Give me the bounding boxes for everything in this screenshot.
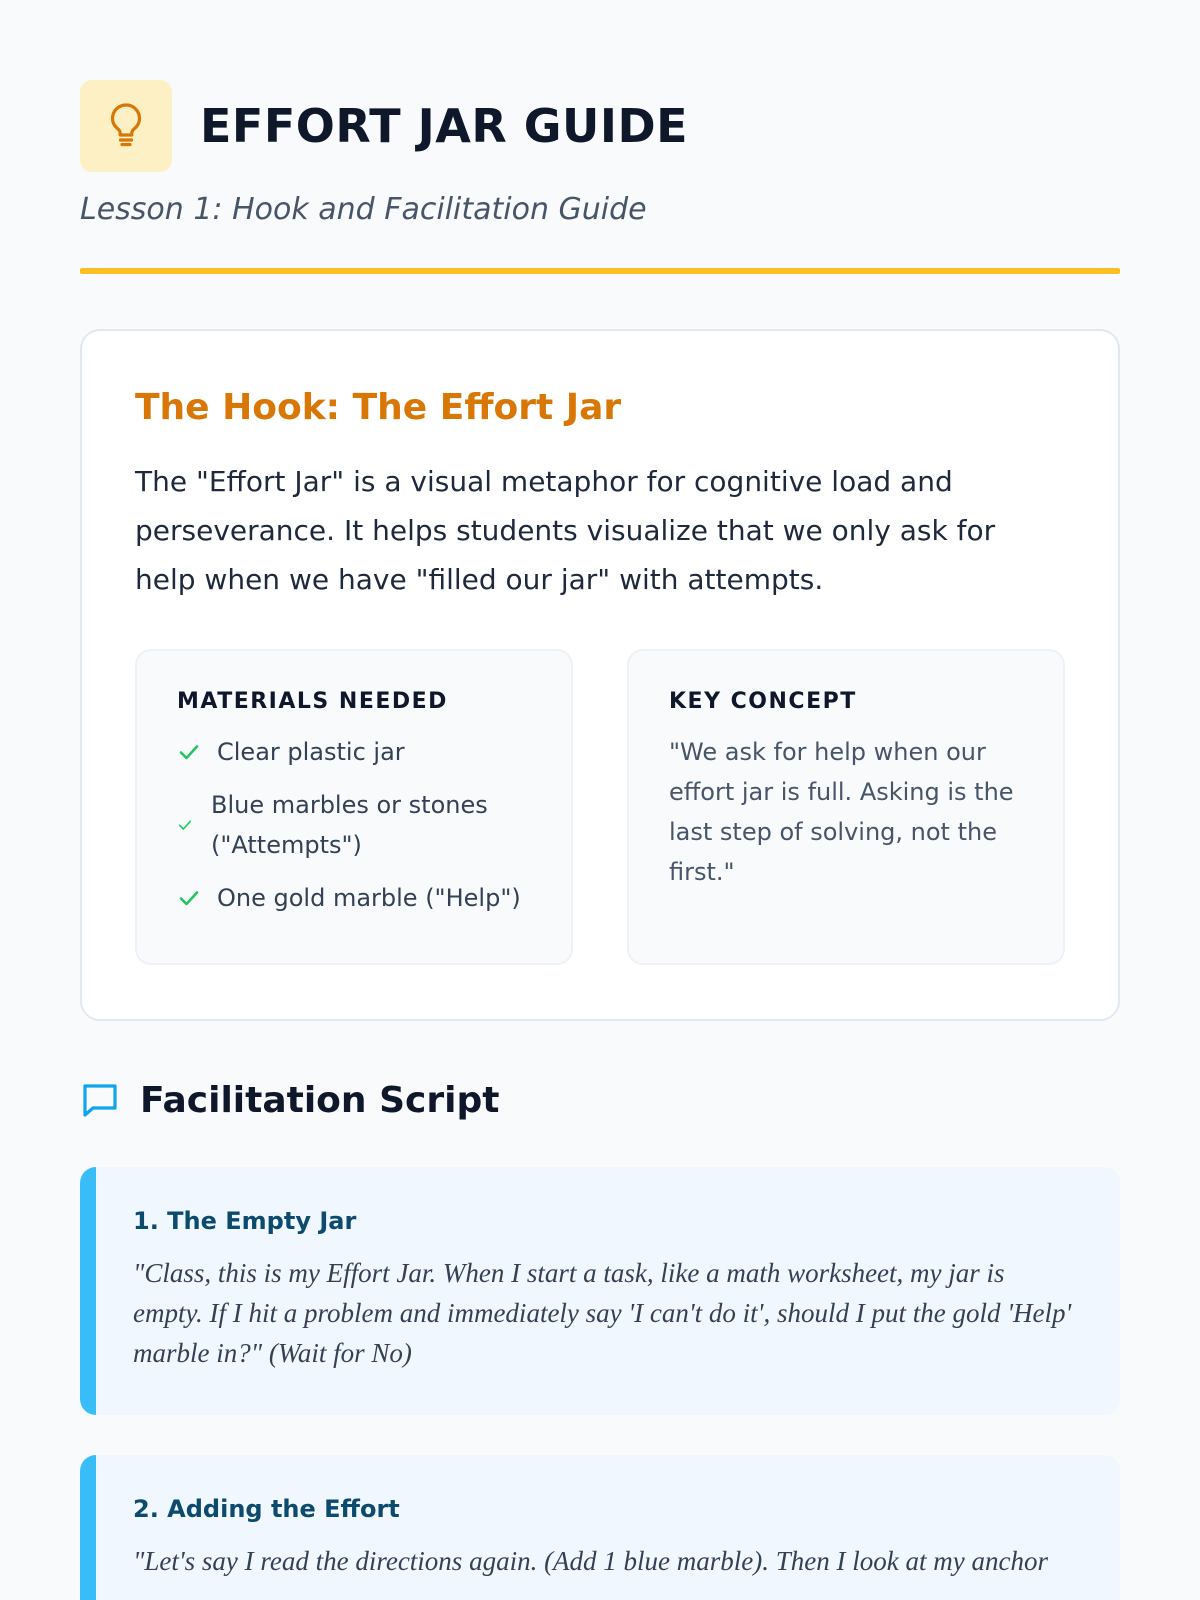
chat-bubble-icon	[80, 1079, 122, 1121]
page-subtitle: Lesson 1: Hook and Facilitation Guide	[80, 192, 647, 227]
check-icon	[177, 740, 203, 764]
script-step	[80, 1167, 1120, 1415]
hook-description: The "Effort Jar" is a visual metaphor for cognitive load and perseverance. It helps students visualize that we only ask for help when we have "filled our jar" with attempts.	[135, 465, 996, 597]
materials-item	[177, 878, 531, 918]
check-icon	[177, 817, 197, 833]
materials-item-label: One gold marble ("Help")	[217, 884, 521, 913]
key-concept-heading: KEY CONCEPT	[669, 689, 857, 715]
key-concept-text: "We ask for help when our effort jar is full. Asking is the last step of solving, not the first."	[669, 738, 1014, 887]
materials-item-label: Clear plastic jar	[217, 738, 405, 767]
materials-list	[177, 732, 531, 918]
materials-heading: MATERIALS NEEDED	[177, 689, 448, 715]
check-icon	[177, 886, 203, 910]
script-step-title: 1. The Empty Jar	[133, 1207, 357, 1235]
page-title: EFFORT JAR GUIDE	[200, 99, 689, 153]
hook-card	[80, 329, 1120, 1021]
script-step-quote: "Class, this is my Effort Jar. When I start a task, like a math worksheet, my jar is empty. If I hit a problem and immediately say 'I can't do it', should I put the gold 'Help' marble in?" (Wait for No)	[133, 1258, 1072, 1368]
materials-item	[177, 732, 531, 772]
materials-item	[177, 785, 531, 865]
script-step-title: 2. Adding the Effort	[133, 1495, 400, 1523]
hook-info-row	[135, 649, 1065, 965]
accent-divider	[80, 268, 1120, 274]
logo-badge	[80, 80, 172, 172]
script-step-quote: "Let's say I read the directions again. (Add 1 blue marble). Then I look at my anchor	[133, 1546, 1048, 1576]
hook-title: The Hook: The Effort Jar	[135, 387, 622, 428]
materials-box	[135, 649, 573, 965]
facilitation-header	[80, 1079, 1120, 1121]
materials-item-label: Blue marbles or stones ("Attempts")	[211, 791, 488, 860]
key-concept-box	[627, 649, 1065, 965]
script-step	[80, 1455, 1120, 1600]
lightbulb-icon	[106, 101, 146, 151]
facilitation-title: Facilitation Script	[140, 1079, 500, 1121]
header	[80, 80, 1120, 172]
